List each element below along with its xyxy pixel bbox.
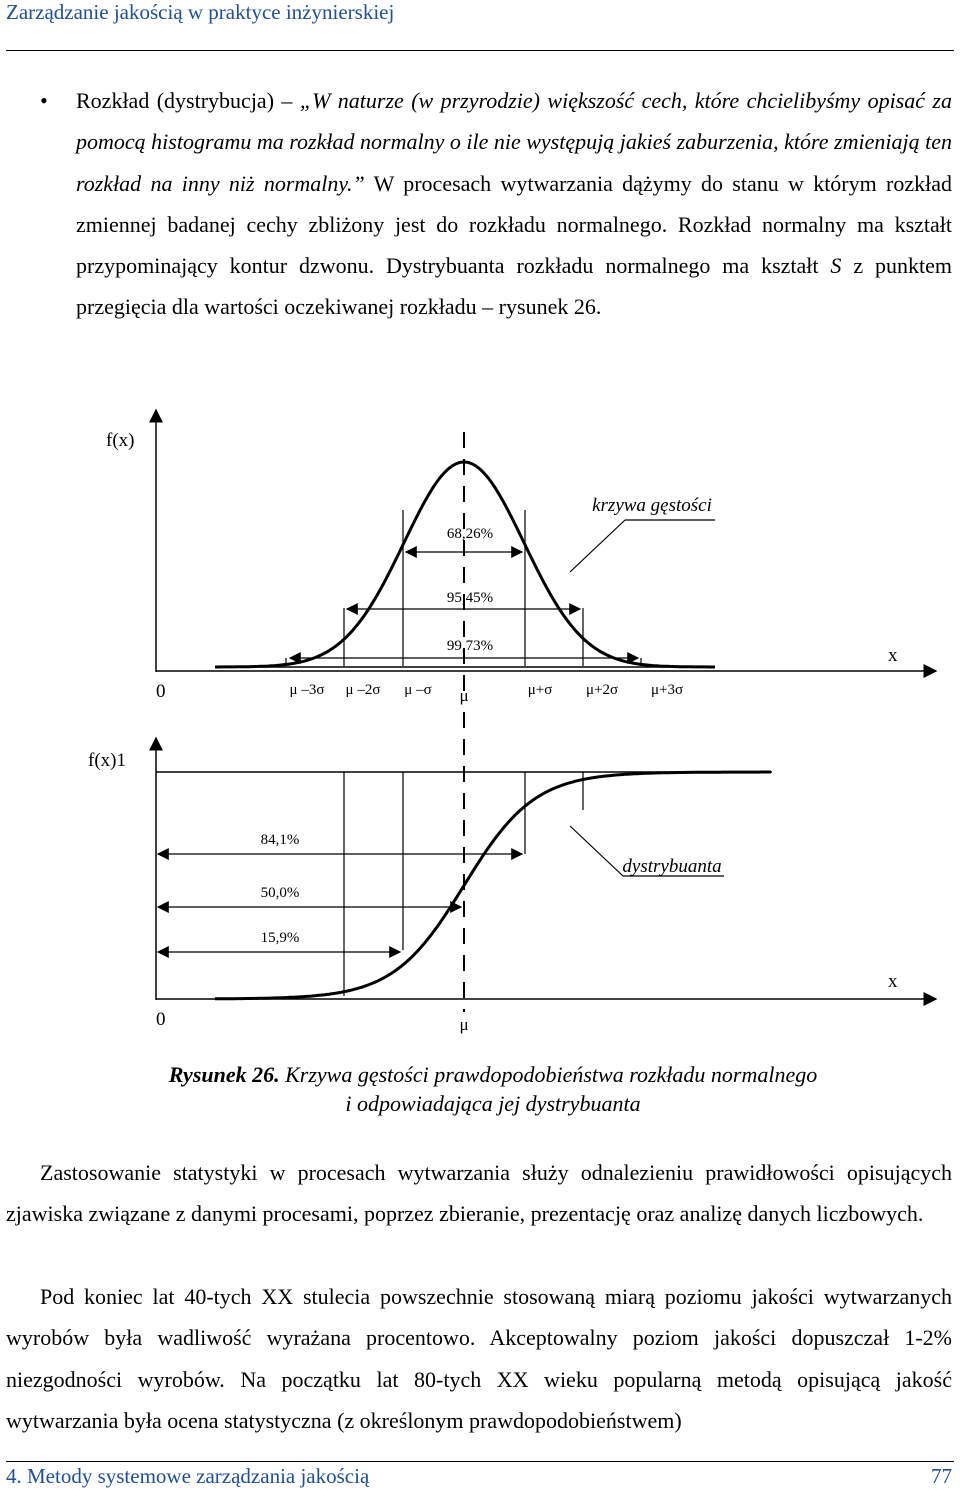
- band-68-label: 68,26%: [446, 526, 494, 542]
- tick-plus2s: μ+2σ: [585, 682, 619, 698]
- level-50-label: 50,0%: [260, 885, 300, 901]
- cdf-y-label: f(x)1: [88, 750, 126, 771]
- density-x-label: x: [888, 645, 898, 666]
- running-head: Zarządzanie jakością w praktyce inżynierskiej: [6, 0, 395, 24]
- cdf-leader: [570, 826, 623, 876]
- paragraph-statistics: Zastosowanie statystyki w procesach wytwarzania służy odnalezieniu prawidłowości opisujących zjawiska związane z danymi procesami, poprzez zbieranie, prezentację oraz analizę danych liczbowych.: [6, 1160, 952, 1227]
- cdf-mu-label: μ: [459, 1015, 469, 1034]
- figure-caption: [110, 1060, 876, 1118]
- tick-plus1s: μ+σ: [527, 682, 553, 698]
- caption-line-2: i odpowiadająca jej dystrybuanta: [345, 1091, 641, 1116]
- tick-minus1s: μ –σ: [404, 682, 432, 698]
- paragraph-history: Pod koniec lat 40-tych XX stulecia powszechnie stosowaną miarą poziomu jakości wytwarzanych wyrobów była wadliwość wyrażana procentowo. Akceptowalny poziom jakości dopuszczał 1-2% niezgodności wyrobów. Na początku lat 80-tych XX wieku popularną metodą opisującą jakość wytwarzania była ocena statystyczna (z określonym prawdopodobieństwem): [6, 1284, 952, 1433]
- tick-mu: μ: [459, 686, 469, 705]
- p1-intro: Rozkład (dystrybucja) –: [76, 88, 300, 113]
- tick-plus3s: μ+3σ: [650, 682, 684, 698]
- density-y-label: f(x): [106, 430, 135, 451]
- tick-minus3s: μ –3σ: [289, 682, 325, 698]
- footer-rule: [6, 1461, 954, 1462]
- caption-number: Rysunek 26.: [168, 1062, 280, 1087]
- level-15-label: 15,9%: [260, 930, 300, 946]
- p1-s-letter: S: [830, 253, 842, 279]
- cdf-origin-label: 0: [156, 1009, 166, 1030]
- level-84-label: 84,1%: [260, 832, 300, 848]
- band-99-label: 99,73%: [446, 638, 494, 654]
- footer-chapter: 4. Metody systemowe zarządzania jakością: [6, 1464, 370, 1488]
- band-95-label: 95,45%: [446, 590, 494, 606]
- cdf-x-label: x: [888, 971, 898, 992]
- density-curve-label: krzywa gęstości: [592, 495, 712, 516]
- density-origin-label: 0: [156, 681, 166, 702]
- tick-minus2s: μ –2σ: [345, 682, 381, 698]
- caption-line-1: Krzywa gęstości prawdopodobieństwa rozkładu normalnego: [279, 1062, 818, 1087]
- density-leader: [570, 520, 625, 572]
- p1-quote: „W naturze (w przyrodzie) większość cech, które chcielibyśmy opisać za pomocą histogramu ma rozkład normalny o ile nie występują jakieś zaburzenia, które zmieniają ten rozkład na inny niż normalny.”: [76, 88, 952, 196]
- page-number: 77: [931, 1464, 952, 1488]
- bullet-marker: •: [40, 88, 48, 113]
- cdf-curve-label: dystrybuanta: [622, 856, 722, 877]
- p1-body: W procesach wytwarzania dążymy do stanu w którym rozkład zmiennej badanej cechy zbliżony jest do rozkładu normalnego. Rozkład normalny ma kształt przypominający kontur dzwonu. Dystrybuanta rozkładu normalnego ma kształt: [76, 170, 952, 279]
- p1-tail: z punktem przegięcia dla wartości oczekiwanej rozkładu – rysunek 26.: [76, 253, 952, 320]
